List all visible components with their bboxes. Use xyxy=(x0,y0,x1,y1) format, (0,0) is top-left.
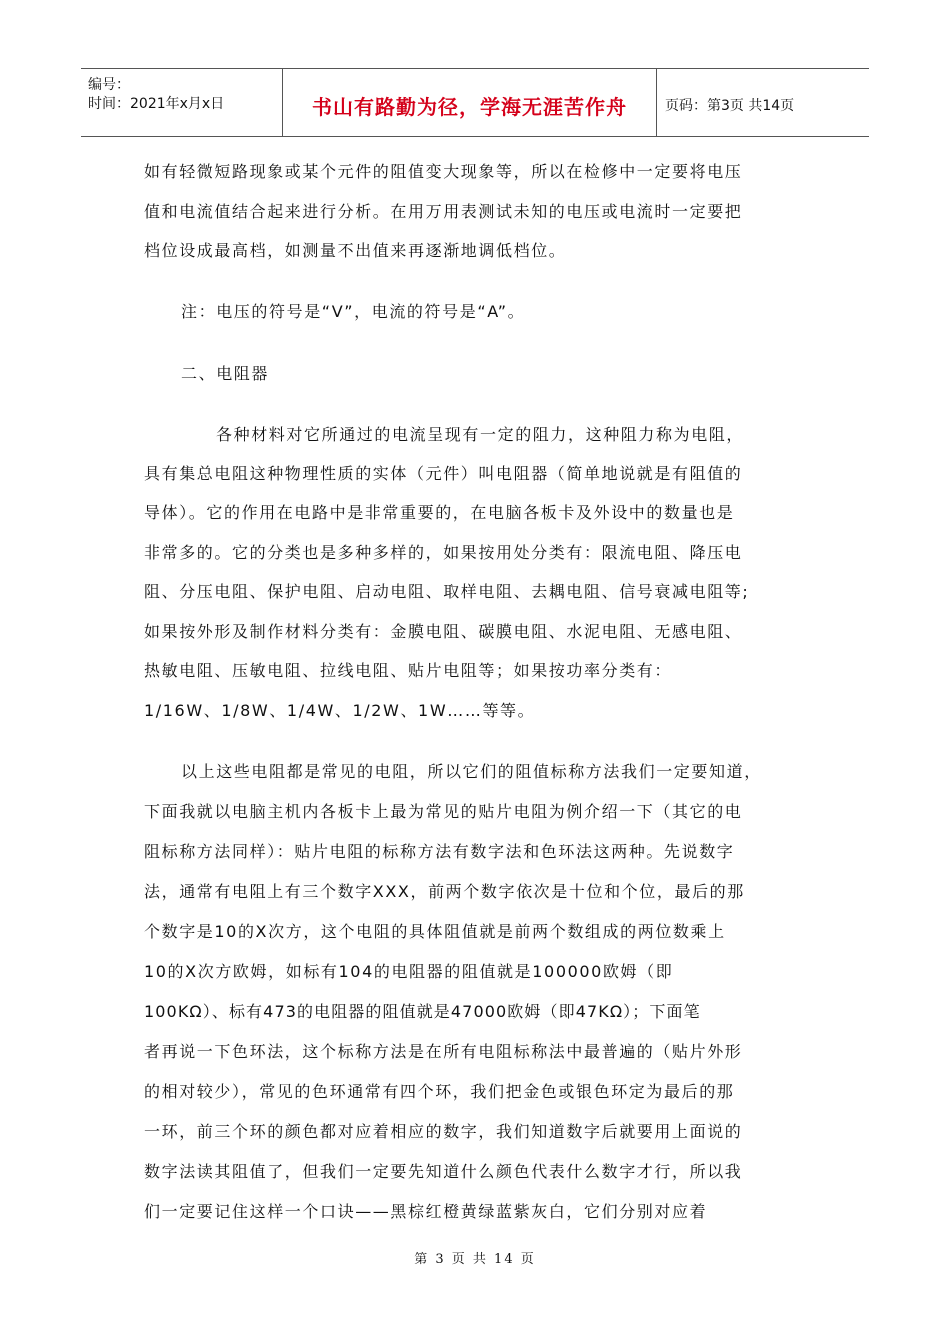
header-info-cell xyxy=(81,69,283,136)
body-line: 阻、分压电阻、保护电阻、启动电阻、取样电阻、去耦电阻、信号衰减电阻等; xyxy=(144,582,750,601)
body-line: 如果按外形及制作材料分类有：金膜电阻、碳膜电阻、水泥电阻、无感电阻、 xyxy=(144,622,743,641)
body-line: 法，通常有电阻上有三个数字XXX，前两个数字依次是十位和个位，最后的那 xyxy=(144,882,745,901)
header-motto-cell xyxy=(283,69,657,136)
note-line: 注：电压的符号是“V”，电流的符号是“A”。 xyxy=(181,302,526,321)
header-page-cell xyxy=(657,69,869,136)
header-motto: 书山有路勤为径，学海无涯苦作舟 xyxy=(312,95,627,119)
document-number: 编号： xyxy=(88,77,130,93)
body-line: 具有集总电阻这种物理性质的实体（元件）叫电阻器（简单地说就是有阻值的 xyxy=(144,464,743,483)
page-footer: 第 3 页 共 14 页 xyxy=(414,1252,536,1267)
body-line: 的相对较少），常见的色环通常有四个环，我们把金色或银色环定为最后的那 xyxy=(144,1082,735,1101)
body-line: 个数字是10的X次方，这个电阻的具体阻值就是前两个数组成的两位数乘上 xyxy=(144,922,726,941)
body-line: 阻标称方法同样）：贴片电阻的标称方法有数字法和色环法这两种。先说数字 xyxy=(144,842,735,861)
body-line: 10的X次方欧姆，如标有104的电阻器的阻值就是100000欧姆（即 xyxy=(144,962,674,981)
body-line: 值和电流值结合起来进行分析。在用万用表测试未知的电压或电流时一定要把 xyxy=(144,202,743,221)
body-line: 热敏电阻、压敏电阻、拉线电阻、贴片电阻等；如果按功率分类有： xyxy=(144,661,673,680)
body-line: 数字法读其阻值了，但我们一定要先知道什么颜色代表什么数字才行，所以我 xyxy=(144,1162,743,1181)
body-line: 如有轻微短路现象或某个元件的阻值变大现象等，所以在检修中一定要将电压 xyxy=(144,162,743,181)
body-line: 1/16W、1/8W、1/4W、1/2W、1W……等等。 xyxy=(144,701,536,720)
body-line: 以上这些电阻都是常见的电阻，所以它们的阻值标称方法我们一定要知道， xyxy=(181,762,762,781)
body-line: 一环，前三个环的颜色都对应着相应的数字，我们知道数字后就要用上面说的 xyxy=(144,1122,743,1141)
body-line: 100KΩ）、标有473的电阻器的阻值就是47000欧姆（即47KΩ）；下面笔 xyxy=(144,1002,701,1021)
header-page-number: 页码：第3页 共14页 xyxy=(665,98,795,114)
body-line: 们一定要记住这样一个口诀——黑棕红橙黄绿蓝紫灰白，它们分别对应着 xyxy=(144,1202,708,1221)
body-line: 下面我就以电脑主机内各板卡上最为常见的贴片电阻为例介绍一下（其它的电 xyxy=(144,802,743,821)
section-heading: 二、电阻器 xyxy=(181,364,270,383)
body-line: 档位设成最高档，如测量不出值来再逐渐地调低档位。 xyxy=(144,241,567,260)
body-line: 各种材料对它所通过的电流呈现有一定的阻力，这种阻力称为电阻， xyxy=(216,425,745,444)
document-date: 时间：2021年x月x日 xyxy=(88,96,225,112)
header-table xyxy=(81,68,869,137)
body-line: 者再说一下色环法，这个标称方法是在所有电阻标称法中最普遍的（贴片外形 xyxy=(144,1042,743,1061)
body-line: 非常多的。它的分类也是多种多样的，如果按用处分类有：限流电阻、降压电 xyxy=(144,543,743,562)
body-line: 导体）。它的作用在电路中是非常重要的，在电脑各板卡及外设中的数量也是 xyxy=(144,503,735,522)
